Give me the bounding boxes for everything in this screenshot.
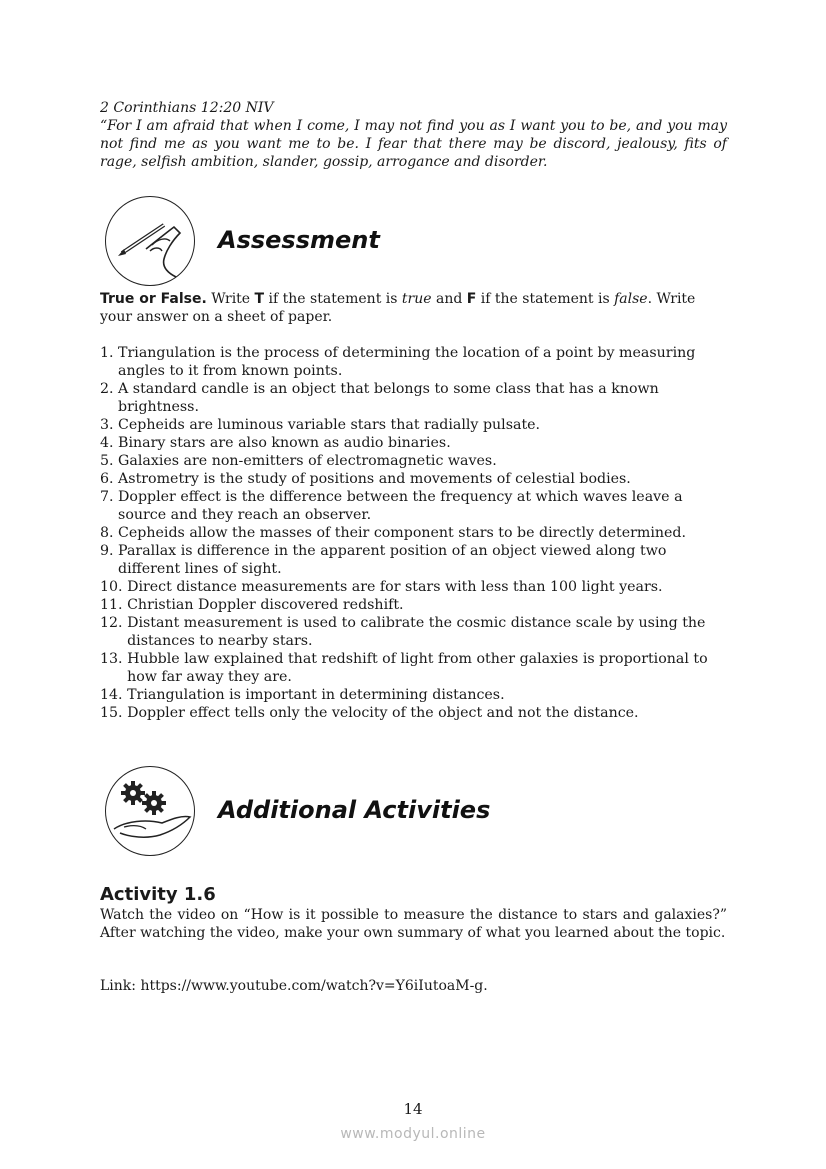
video-link[interactable]: Link: https://www.youtube.com/watch?v=Y6iIutoaM-g. [100,978,488,994]
question-number: 2. [100,381,119,397]
watermark: www.modyul.online [340,1126,486,1142]
additional-activities-title: Additional Activities [218,796,491,824]
assessment-title: Assessment [218,226,380,254]
question-number: 11. [100,597,128,613]
question-text: Hubble law explained that redshift of light from other galaxies is proportional to how far away they are. [127,651,708,685]
question-text: Christian Doppler discovered redshift. [127,597,404,613]
list-item [100,650,727,686]
list-item [100,452,727,470]
instruction-true-word: true [401,291,432,307]
list-item [100,380,727,416]
question-list [100,344,727,722]
list-item [100,686,727,704]
instruction-part: . Write your answer on a sheet of paper. [100,291,696,325]
question-number: 9. [100,543,119,559]
gears-in-hand-icon [105,766,195,856]
list-item [100,470,727,488]
list-item [100,704,727,722]
question-number: 4. [100,435,119,451]
instruction-part: and [431,291,467,307]
verse-reference: 2 Corinthians 12:20 NIV [100,100,274,116]
instruction-part: Write [206,291,255,307]
instruction-false-letter: F [466,291,477,307]
question-number: 15. [100,705,128,721]
question-number: 5. [100,453,119,469]
list-item [100,596,727,614]
list-item [100,524,727,542]
question-text: Astrometry is the study of positions and movements of celestial bodies. [118,471,631,487]
question-text: Direct distance measurements are for stars with less than 100 light years. [127,579,663,595]
hand-writing-pencil-icon [105,196,195,286]
page-number: 14 [403,1100,423,1118]
instruction-part: if the statement is [476,291,615,307]
assessment-instructions [100,290,727,326]
bible-verse [100,99,727,171]
question-number: 1. [100,345,119,361]
question-text: Doppler effect tells only the velocity of the object and not the distance. [127,705,639,721]
question-number: 13. [100,651,128,667]
question-number: 8. [100,525,119,541]
activity-text: Watch the video on “How is it possible to measure the distance to stars and galaxies?” After watching the video, make your own summary of what you learned about the topic. [100,907,727,941]
list-item [100,578,727,596]
question-text: Binary stars are also known as audio binaries. [118,435,451,451]
instruction-lead: True or False. [100,291,207,307]
question-number: 12. [100,615,128,631]
question-number: 14. [100,687,128,703]
list-item [100,542,727,578]
list-item [100,614,727,650]
list-item [100,344,727,380]
activity-title: Activity 1.6 [100,884,216,905]
question-text: Triangulation is the process of determining the location of a point by measuring angles to it from known points. [118,345,696,379]
question-text: Distant measurement is used to calibrate the cosmic distance scale by using the distances to nearby stars. [127,615,706,649]
verse-text: “For I am afraid that when I come, I may not find you as I want you to be, and you may not find me as you want me to be. I fear that there may be discord, jealousy, fits of rage, selfish ambition, slander, gossip, arrogance and disorder. [100,118,727,170]
question-text: Cepheids allow the masses of their component stars to be directly determined. [118,525,687,541]
question-text: Cepheids are luminous variable stars that radially pulsate. [118,417,541,433]
question-text: Doppler effect is the difference between the frequency at which waves leave a source and they reach an observer. [118,489,683,523]
question-number: 6. [100,471,119,487]
question-number: 10. [100,579,128,595]
list-item [100,416,727,434]
question-number: 3. [100,417,119,433]
instruction-true-letter: T [254,291,265,307]
instruction-false-word: false [614,291,648,307]
list-item [100,488,727,524]
list-item [100,434,727,452]
question-text: A standard candle is an object that belongs to some class that has a known brightness. [118,381,659,415]
question-text: Parallax is difference in the apparent position of an object viewed along two different lines of sight. [118,543,667,577]
instruction-part: if the statement is [264,291,402,307]
question-number: 7. [100,489,119,505]
question-text: Galaxies are non-emitters of electromagnetic waves. [118,453,497,469]
question-text: Triangulation is important in determining distances. [127,687,505,703]
